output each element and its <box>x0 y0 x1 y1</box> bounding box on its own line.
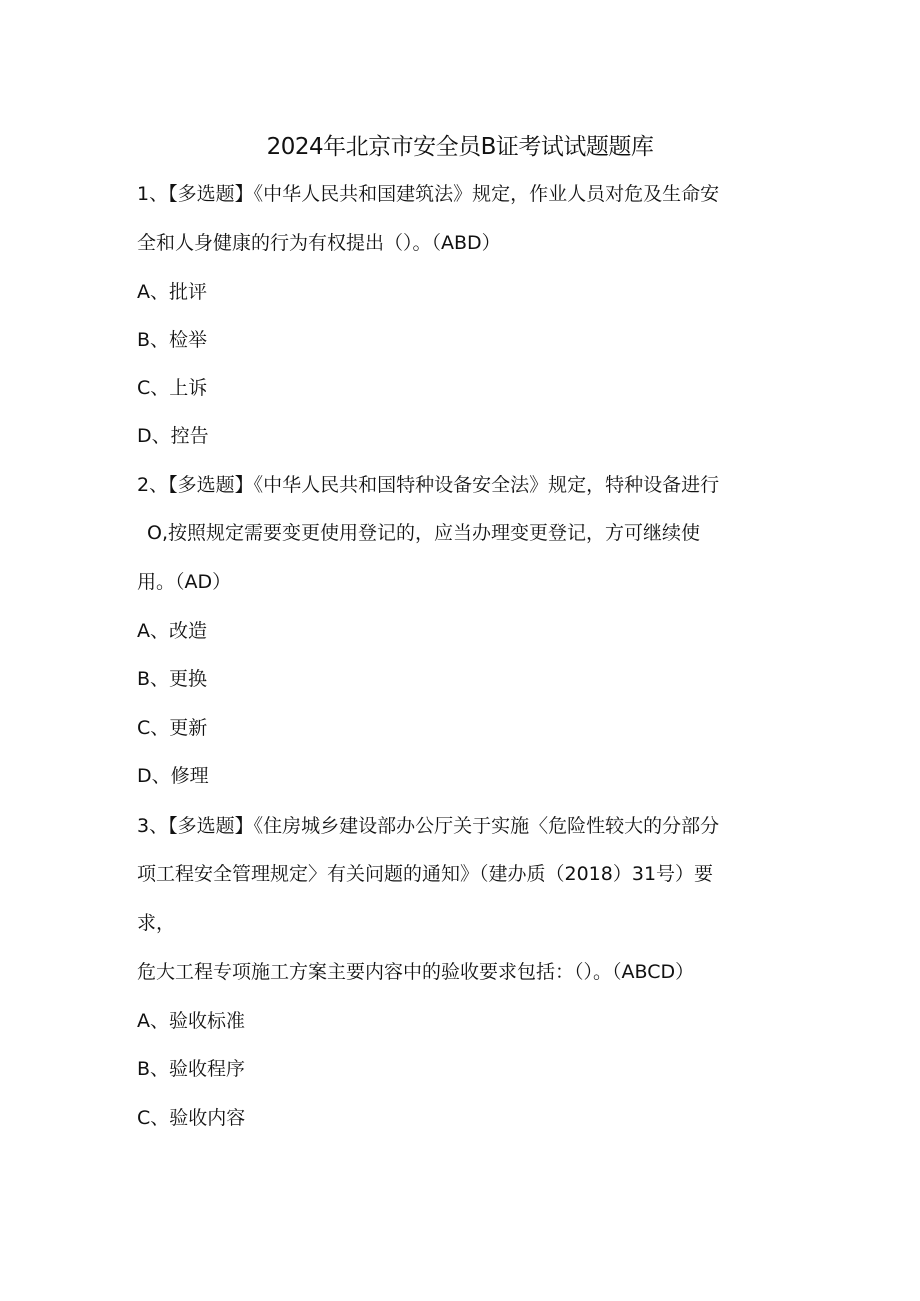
question-1-option-c: C、上诉 <box>137 377 208 399</box>
question-3-option-a: A、验收标准 <box>137 1010 245 1032</box>
question-1-option-d: D、控告 <box>137 425 209 447</box>
question-2-option-b: B、更换 <box>137 668 208 690</box>
question-1-stem-line-2: 全和人身健康的行为有权提出（）。（ABD） <box>137 232 501 254</box>
question-3-option-b: B、验收程序 <box>137 1058 246 1080</box>
question-2-option-a: A、改造 <box>137 620 207 642</box>
question-2-stem-line-3: 用。（AD） <box>137 571 232 593</box>
question-3-stem-line-3: 求， <box>137 912 176 934</box>
question-3-stem-line-4: 危大工程专项施工方案主要内容中的验收要求包括：（）。（ABCD） <box>137 961 695 983</box>
question-3-stem-line-2: 项工程安全管理规定〉有关问题的通知》（建办质（2018）31号）要 <box>137 863 714 885</box>
question-1-option-b: B、检举 <box>137 329 208 351</box>
question-3-stem-line-1: 3、【多选题】《住房城乡建设部办公厅关于实施〈危险性较大的分部分 <box>137 815 720 837</box>
question-2-stem-line-1: 2、【多选题】《中华人民共和国特种设备安全法》规定，特种设备进行 <box>137 474 720 496</box>
question-2-option-c: C、更新 <box>137 717 208 739</box>
question-2-stem-line-2: O,按照规定需要变更使用登记的，应当办理变更登记，方可继续使 <box>147 522 700 544</box>
page-title: 2024年北京市安全员B证考试试题题库 <box>266 134 654 160</box>
question-1-stem-line-1: 1、【多选题】《中华人民共和国建筑法》规定，作业人员对危及生命安 <box>137 183 720 205</box>
question-3-option-c: C、验收内容 <box>137 1107 246 1129</box>
question-2-option-d: D、修理 <box>137 765 209 787</box>
question-1-option-a: A、批评 <box>137 281 207 303</box>
